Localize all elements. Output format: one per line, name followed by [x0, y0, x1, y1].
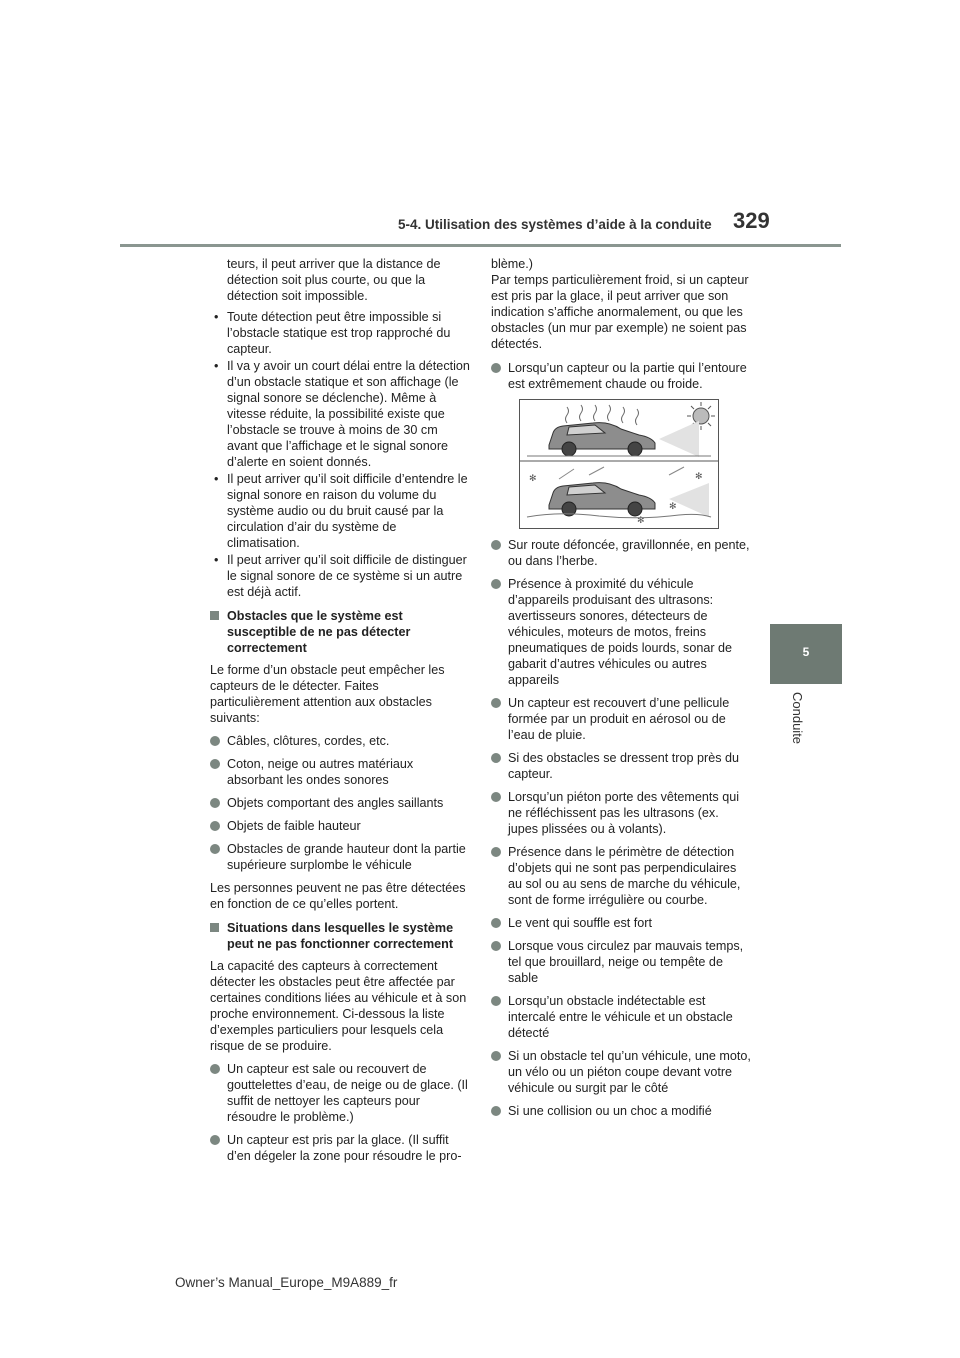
- continued-paragraph: blème.) Par temps particulièrement froid, si un capteur est pris par la glace, il peut arriver que son indication s’affiche anormalement, ou que les obstacles (un mur par exemple) ne soient pas détectés.: [491, 257, 749, 351]
- bullet-item: Coton, neige ou autres matériaux absorbant les ondes sonores: [210, 756, 470, 788]
- section-title: 5-4. Utilisation des systèmes d’aide à la conduite: [398, 217, 712, 232]
- bullet-item: Un capteur est recouvert d’une pellicule formée par un produit en aérosol ou de l’eau de pluie.: [491, 695, 751, 743]
- right-column: [491, 256, 751, 1126]
- bullet-item: Objets de faible hauteur: [210, 818, 470, 834]
- chapter-tab[interactable]: [770, 624, 842, 684]
- header-divider: [120, 244, 841, 247]
- svg-text:✻: ✻: [637, 516, 645, 526]
- chapter-label: [790, 692, 810, 762]
- car-illustration-svg: [519, 399, 719, 529]
- page-number: 329: [733, 208, 770, 233]
- svg-text:✻: ✻: [529, 474, 537, 484]
- bullet-item: Lorsqu’un piéton porte des vêtements qui ne réfléchissent pas les ultrasons (ex. jupes plissées ou à volants).: [491, 789, 751, 837]
- bullet-item: Câbles, clôtures, cordes, etc.: [210, 733, 470, 749]
- bullet-item: Si des obstacles se dressent trop près du capteur.: [491, 750, 751, 782]
- bullet-item: Lorsque vous circulez par mauvais temps, tel que brouillard, neige ou tempête de sable: [491, 938, 751, 986]
- document-footer: Owner’s Manual_Europe_M9A889_fr: [175, 1275, 398, 1290]
- bullet-item: Le vent qui souffle est fort: [491, 915, 751, 931]
- bullet-item: Un capteur est pris par la glace. (Il suffit d’en dégeler la zone pour résoudre le pro-: [210, 1132, 470, 1164]
- bullet-item: Si un obstacle tel qu’un véhicule, une moto, un vélo ou un piéton coupe devant votre véhicule ou surgit par le côté: [491, 1048, 751, 1096]
- dash-list-item: • Il peut arriver qu’il soit difficile de distinguer le signal sonore de ce système si un autre est déjà actif.: [210, 552, 470, 600]
- bullet-item: Lorsqu’un capteur ou la partie qui l’entoure est extrêmement chaude ou froide.: [491, 360, 751, 392]
- left-column: [210, 256, 470, 1171]
- bullet-item: Si une collision ou un choc a modifié: [491, 1103, 751, 1119]
- bullet-item: Obstacles de grande hauteur dont la partie supérieure surplombe le véhicule: [210, 841, 470, 873]
- section-heading-malfunction-situations: Situations dans lesquelles le système peut ne pas fonctionner correctement: [210, 920, 470, 952]
- section-note: Les personnes peuvent ne pas être détectées en fonction de ce qu’elles portent.: [210, 881, 466, 911]
- section-heading-undetected-obstacles: Obstacles que le système est susceptible de ne pas détecter correctement: [210, 608, 470, 656]
- continued-paragraph: teurs, il peut arriver que la distance de détection soit plus courte, ou que la détection soit impossible.: [227, 257, 441, 303]
- dash-list-item: • Toute détection peut être impossible si l’obstacle statique est trop rapproché du capteur.: [210, 309, 470, 357]
- svg-text:✻: ✻: [669, 502, 677, 512]
- chapter-label-text: Conduite: [790, 692, 805, 745]
- svg-text:✻: ✻: [695, 472, 703, 482]
- bullet-item: Sur route défoncée, gravillonnée, en pente, ou dans l’herbe.: [491, 537, 751, 569]
- sensor-temperature-illustration: [519, 399, 719, 529]
- section-intro: La capacité des capteurs à correctement détecter les obstacles peut être affectée par certaines conditions liées au véhicule et à son proche environnement. Ci-dessous la liste d’exemples particuliers pour lesquels cela risque de se produire.: [210, 959, 467, 1053]
- bullet-item: Un capteur est sale ou recouvert de gouttelettes d’eau, de neige ou de glace. (Il suffit de nettoyer les capteurs pour résoudre le problème.): [210, 1061, 470, 1125]
- chapter-number: 5: [802, 645, 810, 659]
- bullet-item: Lorsqu’un obstacle indétectable est intercalé entre le véhicule et un obstacle détecté: [491, 993, 751, 1041]
- bullet-item: Présence dans le périmètre de détection d’objets qui ne sont pas perpendiculaires au sol ou au sens de marche du véhicule, sont de forme irrégulière ou courbe.: [491, 844, 751, 908]
- dash-list-item: • Il va y avoir un court délai entre la détection d’un obstacle statique et son affichage (le signal sonore se déclenche). Même à vitesse réduite, la possibilité existe que l’obstacle se trouve à moins de 30 cm avant que l’affichage et le signal sonore d’alerte en soient donnés.: [210, 358, 470, 470]
- dash-list-item: • Il peut arriver qu’il soit difficile d’entendre le signal sonore en raison du volume du système audio ou du bruit causé par la circulation d’air du système de climatisation.: [210, 471, 470, 551]
- section-intro: Le forme d’un obstacle peut empêcher les capteurs de le détecter. Faites particulièrement attention aux obstacles suivants:: [210, 663, 445, 725]
- bullet-item: Présence à proximité du véhicule d’appareils produisant des ultrasons: avertisseurs sonores, détecteurs de véhicules, moteurs de motos, freins pneumatiques de poids lourds, sonar de gabarit d’autres véhicules ou autres appareils: [491, 576, 751, 688]
- bullet-item: Objets comportant des angles saillants: [210, 795, 470, 811]
